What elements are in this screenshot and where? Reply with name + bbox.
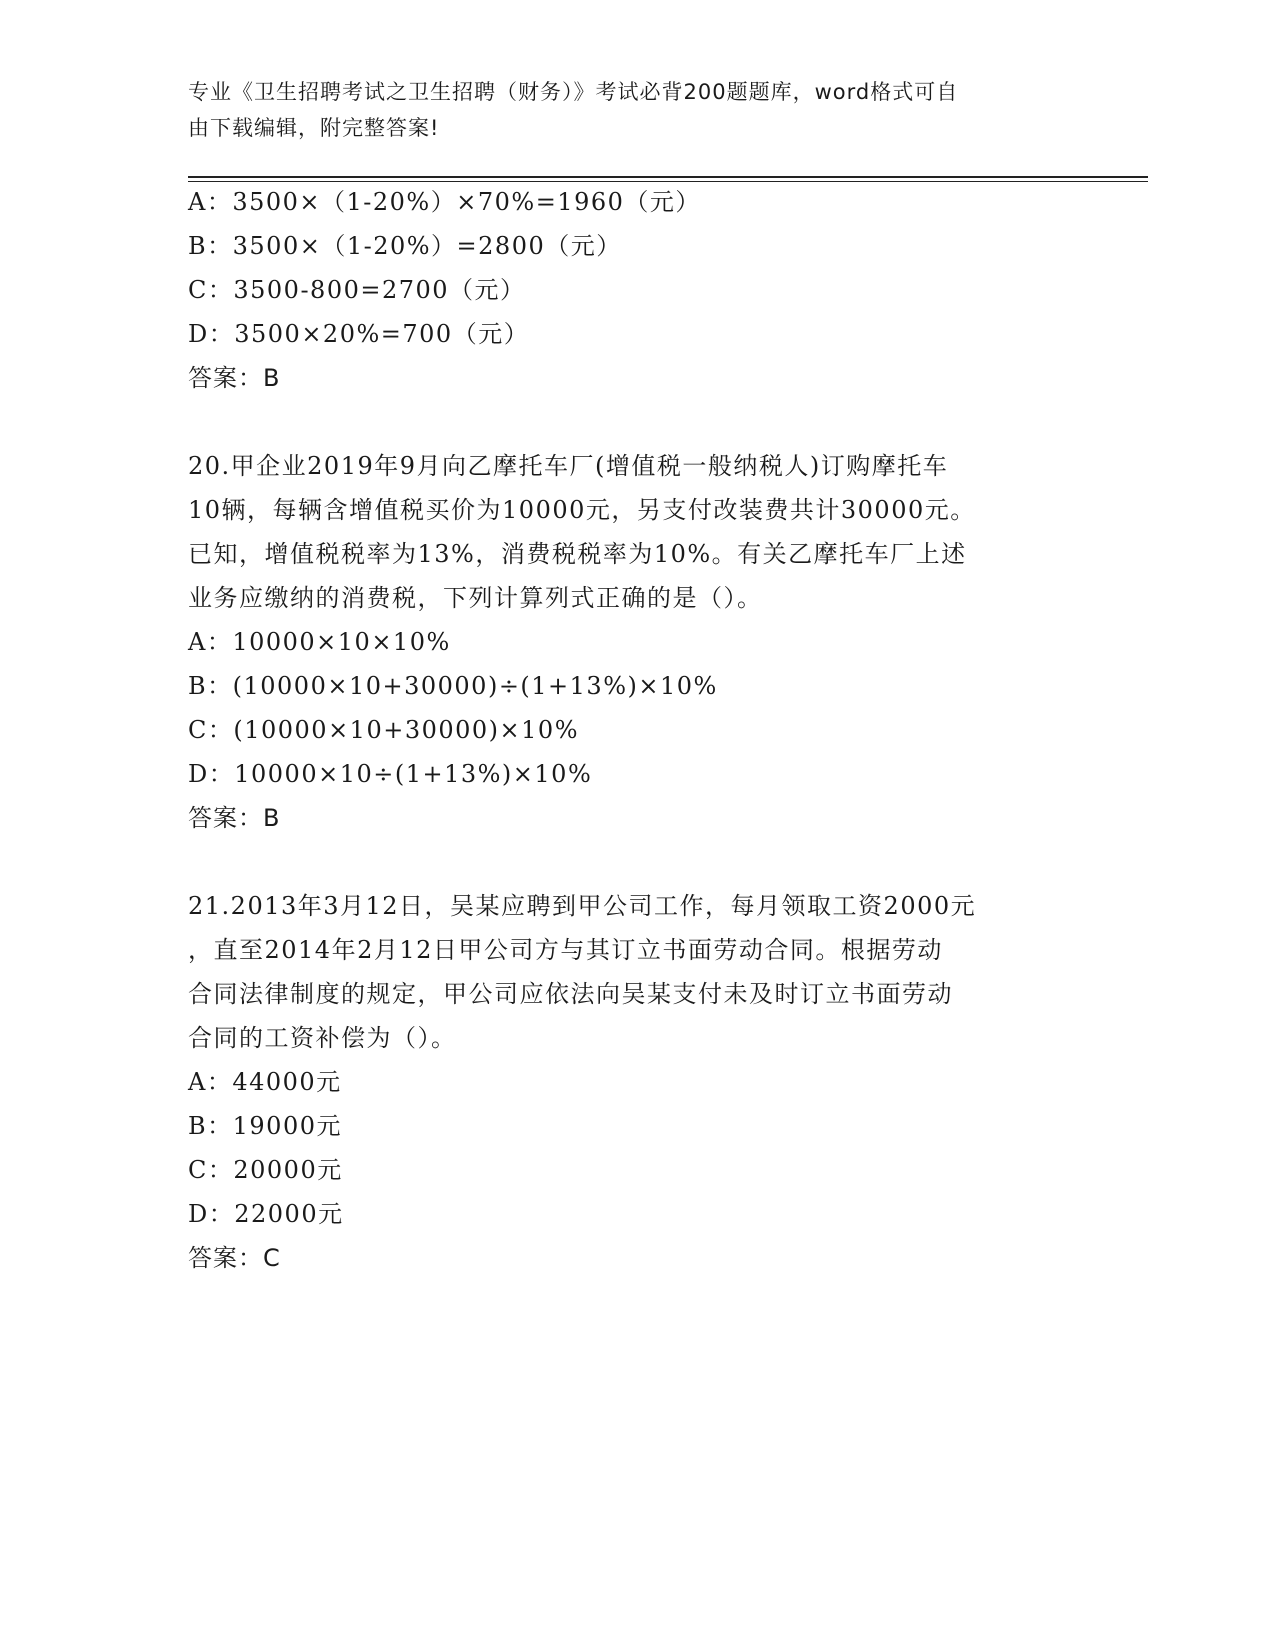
q19-option-a: A：3500×（1-20%）×70%=1960（元） (188, 188, 701, 216)
q19-option-d: D：3500×20%=700（元） (188, 320, 530, 348)
q20-option-a: A：10000×10×10% (188, 628, 451, 656)
q21-option-c: C：20000元 (188, 1156, 343, 1184)
q21-stem-line-2: ，直至2014年2月12日甲公司方与其订立书面劳动合同。根据劳动 (188, 936, 943, 964)
header-line-1: 专业《卫生招聘考试之卫生招聘（财务）》考试必背200题题库，word格式可自 (188, 80, 959, 104)
q19-option-b: B：3500×（1-20%）=2800（元） (188, 232, 622, 260)
q20-stem-line-4: 业务应缴纳的消费税，下列计算列式正确的是（）。 (188, 584, 763, 612)
q21-stem-line-1: 21.2013年3月12日，吴某应聘到甲公司工作，每月领取工资2000元 (188, 892, 977, 920)
q21-option-a: A：44000元 (188, 1068, 342, 1096)
q21-option-b: B：19000元 (188, 1112, 342, 1140)
q20-stem-line-3: 已知，增值税税率为13%，消费税税率为10%。有关乙摩托车厂上述 (188, 540, 967, 568)
q21-stem-line-4: 合同的工资补偿为（）。 (188, 1024, 457, 1052)
q19-option-c: C：3500-800=2700（元） (188, 276, 526, 304)
header-line-2: 由下载编辑，附完整答案! (188, 116, 440, 140)
q20-stem-line-2: 10辆，每辆含增值税买价为10000元，另支付改装费共计30000元。 (188, 496, 976, 524)
header-rule-thin (188, 181, 1148, 182)
q19-answer: 答案：B (188, 364, 281, 392)
q20-answer: 答案：B (188, 804, 281, 832)
q21-stem-line-3: 合同法律制度的规定，甲公司应依法向吴某支付未及时订立书面劳动 (188, 980, 953, 1008)
header-rule-thick (188, 176, 1148, 178)
q21-option-d: D：22000元 (188, 1200, 344, 1228)
q20-option-d: D：10000×10÷(1+13%)×10% (188, 760, 593, 788)
q20-stem-line-1: 20.甲企业2019年9月向乙摩托车厂(增值税一般纳税人)订购摩托车 (188, 452, 949, 480)
document-header (188, 74, 1068, 146)
q20-option-b: B：(10000×10+30000)÷(1+13%)×10% (188, 672, 718, 700)
q21-answer: 答案：C (188, 1244, 281, 1272)
q20-option-c: C：(10000×10+30000)×10% (188, 716, 579, 744)
